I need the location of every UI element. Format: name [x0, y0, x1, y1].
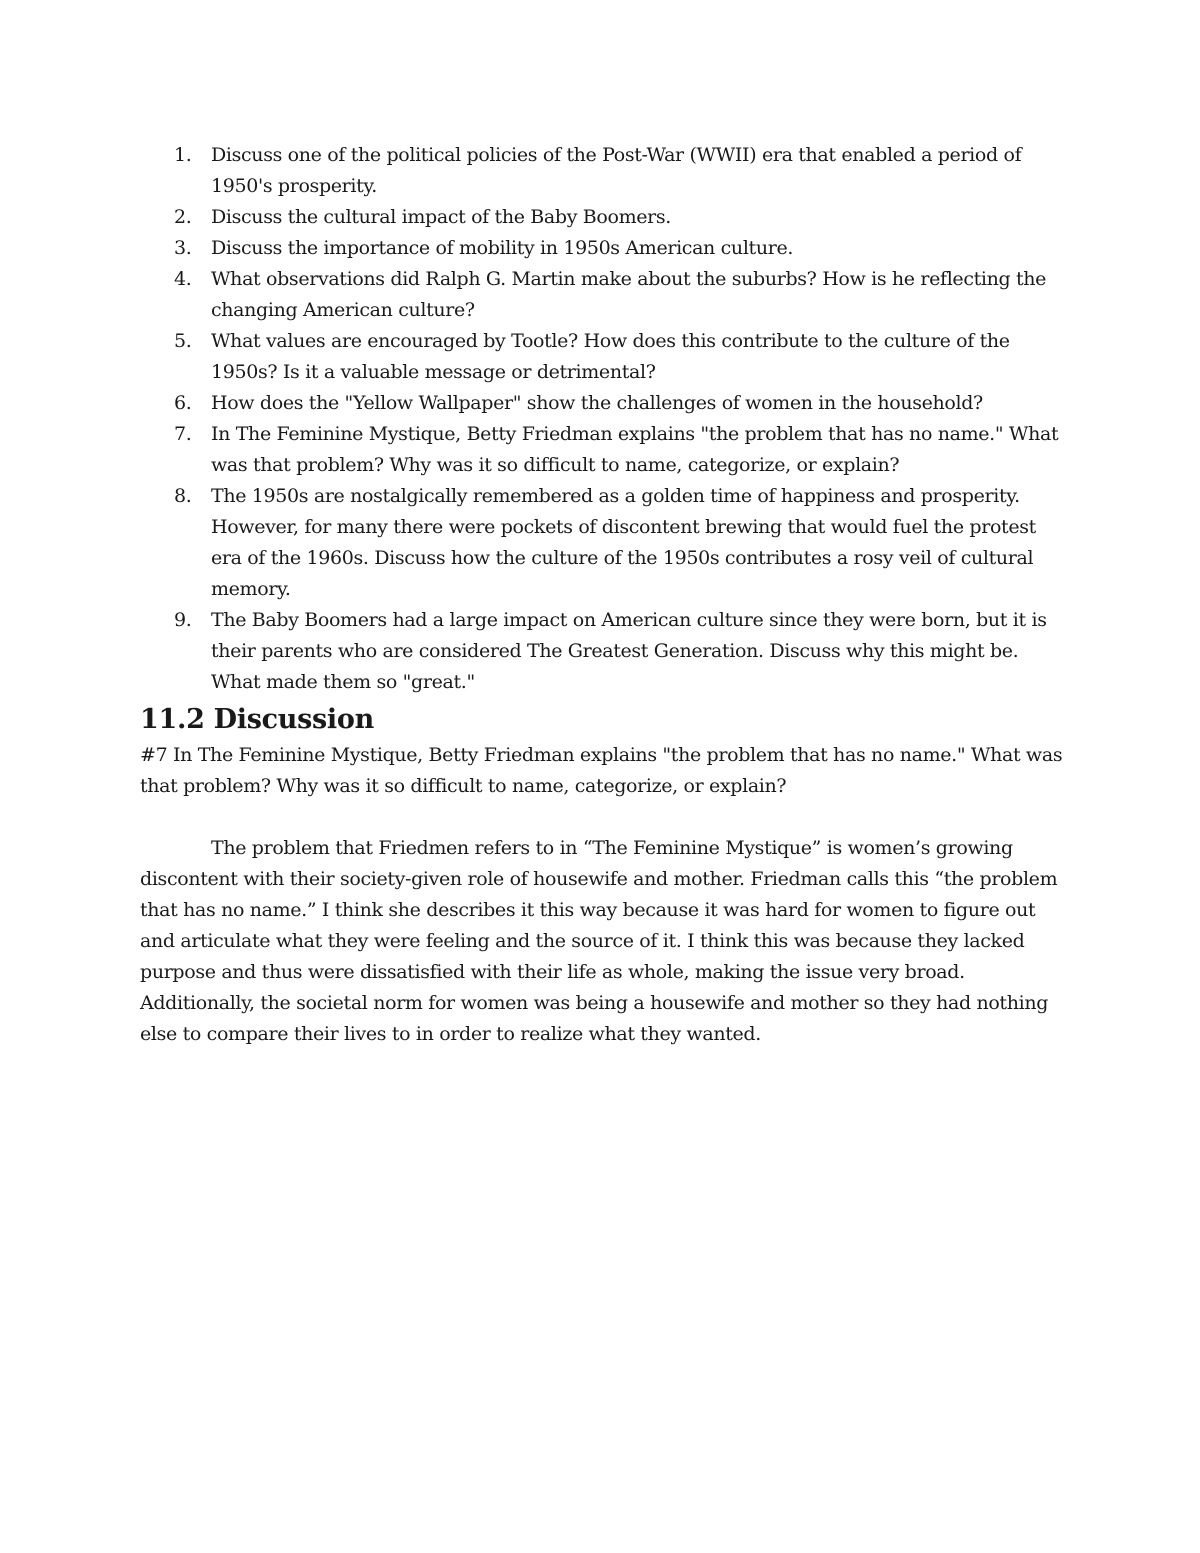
list-item — [140, 233, 1070, 264]
list-item-text: Discuss the importance of mobility in 1950s American culture. — [211, 237, 794, 259]
section-heading: 11.2 Discussion — [140, 704, 374, 735]
list-item-text: What values are encouraged by Tootle? How does this contribute to the culture of the 1950s? Is it a valuable message or detrimental? — [211, 330, 1010, 383]
list-item — [140, 140, 1070, 202]
list-item — [140, 605, 1070, 698]
list-number: 2. — [174, 206, 192, 228]
discussion-prompt: #7 In The Feminine Mystique, Betty Friedman explains "the problem that has no name." What was that problem? Why was it so difficult to name, categorize, or explain? — [140, 744, 1063, 797]
document-page — [140, 140, 1070, 1050]
list-number: 8. — [174, 485, 192, 507]
list-item — [140, 481, 1070, 605]
list-number: 9. — [174, 609, 192, 631]
list-number: 3. — [174, 237, 192, 259]
list-item-text: The Baby Boomers had a large impact on American culture since they were born, but it is their parents who are considered The Greatest Generation. Discuss why this might be. What made them so "great." — [211, 609, 1047, 693]
list-item — [140, 388, 1070, 419]
list-item — [140, 264, 1070, 326]
question-list — [140, 140, 1070, 698]
list-item-text: In The Feminine Mystique, Betty Friedman explains "the problem that has no name." What was that problem? Why was it so difficult to name, categorize, or explain? — [211, 423, 1059, 476]
list-item — [140, 202, 1070, 233]
list-item-text: Discuss the cultural impact of the Baby Boomers. — [211, 206, 671, 228]
list-number: 6. — [174, 392, 192, 414]
list-item-text: Discuss one of the political policies of the Post-War (WWII) era that enabled a period of 1950's prosperity. — [211, 144, 1022, 197]
list-number: 4. — [174, 268, 192, 290]
list-number: 5. — [174, 330, 192, 352]
list-item — [140, 326, 1070, 388]
list-item — [140, 419, 1070, 481]
discussion-answer: The problem that Friedmen refers to in “The Feminine Mystique” is women’s growing discontent with their society-given role of housewife and mother. Friedman calls this “the problem that has no name.” I think she describes it this way because it was hard for women to figure out and articulate what they were feeling and the source of it. I think this was because they lacked purpose and thus were dissatisfied with their life as whole, making the issue very broad. Additionally, the societal norm for women was being a housewife and mother so they had nothing else to compare their lives to in order to realize what they wanted. — [140, 837, 1058, 1045]
list-number: 1. — [174, 144, 192, 166]
list-item-text: The 1950s are nostalgically remembered as a golden time of happiness and prosperity. However, for many there were pockets of discontent brewing that would fuel the protest era of the 1960s. Discuss how the culture of the 1950s contributes a rosy veil of cultural memory. — [211, 485, 1036, 600]
list-item-text: What observations did Ralph G. Martin make about the suburbs? How is he reflecting the changing American culture? — [211, 268, 1047, 321]
list-number: 7. — [174, 423, 192, 445]
list-item-text: How does the "Yellow Wallpaper" show the challenges of women in the household? — [211, 392, 983, 414]
